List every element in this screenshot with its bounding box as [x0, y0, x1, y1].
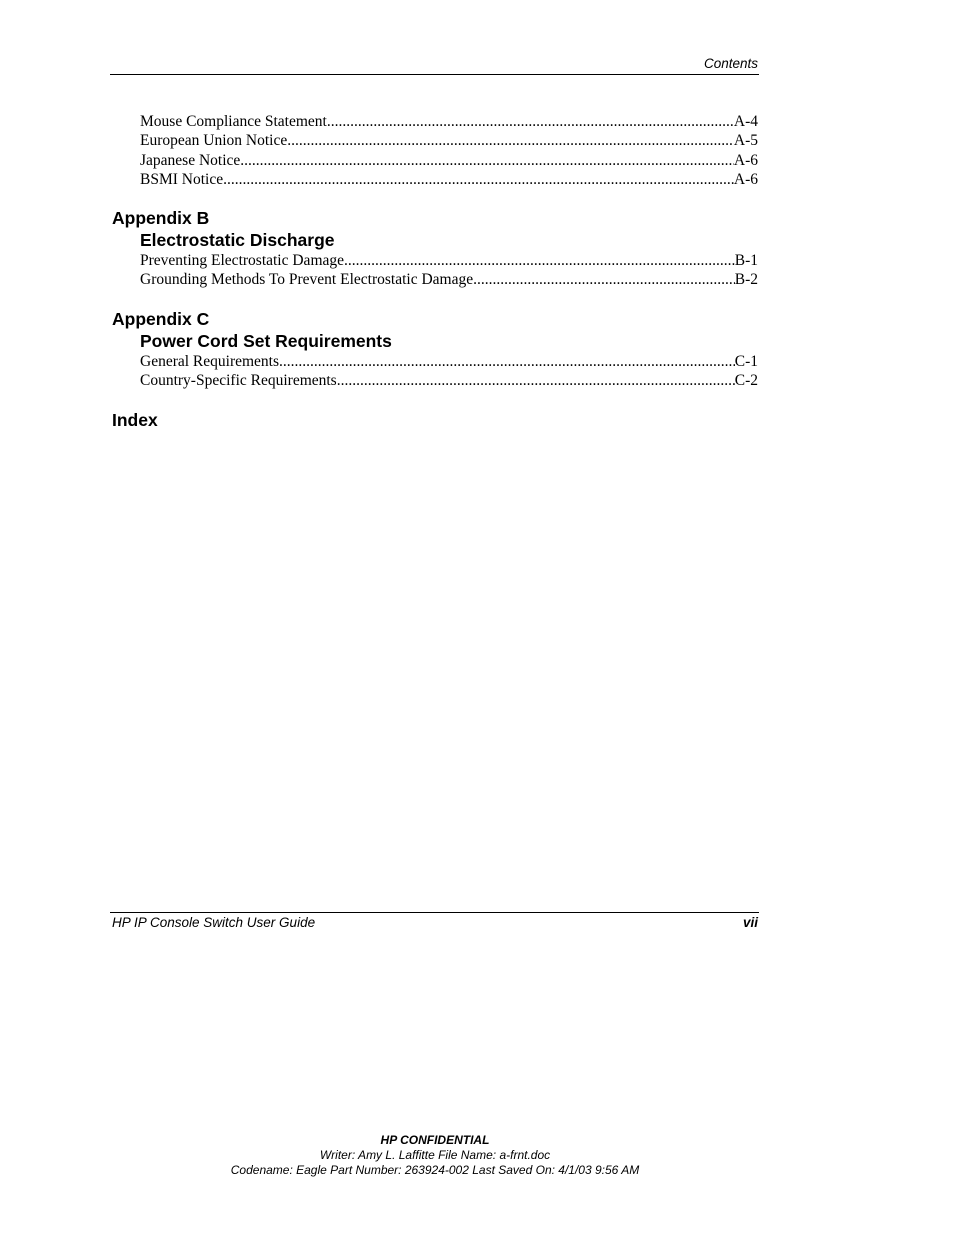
toc-entry-page: A-4 [733, 113, 758, 130]
toc-entry-title: Preventing Electrostatic Damage [140, 252, 345, 270]
confidential-block [0, 1133, 870, 1178]
toc-entry-title: European Union Notice [140, 132, 288, 150]
toc-entry-page: A-5 [733, 132, 758, 150]
confidential-writer: Writer: Amy L. Laffitte File Name: a-frnt.doc [319, 1148, 551, 1162]
toc-entry-title: General Requirements [140, 352, 280, 370]
toc-entry-title: Mouse Compliance Statement [140, 113, 327, 130]
toc-entry-page: B-1 [734, 252, 758, 270]
table-of-contents [112, 112, 758, 431]
appendix-b-title[interactable]: Electrostatic Discharge [140, 230, 335, 251]
toc-entry-title: Japanese Notice [140, 151, 241, 169]
confidential-title: HP CONFIDENTIAL [380, 1133, 490, 1147]
spacer [112, 189, 758, 207]
toc-entry-japanese-notice[interactable] [140, 151, 758, 170]
footer-rule [110, 912, 759, 913]
confidential-codename: Codename: Eagle Part Number: 263924-002 Last Saved On: 4/1/03 9:56 AM [230, 1163, 640, 1177]
spacer [112, 290, 758, 308]
dot-leader [223, 170, 734, 189]
toc-entry-mouse-compliance[interactable] [140, 112, 758, 131]
toc-entry-country-specific[interactable] [140, 371, 758, 390]
dot-leader [337, 371, 735, 390]
dot-leader [344, 251, 735, 270]
appendix-c-label[interactable]: Appendix C [112, 308, 210, 329]
running-header: Contents [703, 56, 758, 71]
spacer [112, 390, 758, 409]
footer-guide-title: HP IP Console Switch User Guide [112, 915, 316, 930]
appendix-c-title[interactable]: Power Cord Set Requirements [140, 330, 392, 351]
dot-leader [473, 270, 735, 289]
appendix-b-label[interactable]: Appendix B [112, 208, 210, 229]
index-label[interactable]: Index [112, 410, 158, 431]
toc-entry-title: Grounding Methods To Prevent Electrostatic Damage [140, 271, 474, 289]
toc-entry-page: A-6 [733, 170, 758, 188]
toc-entry-european-union[interactable] [140, 131, 758, 150]
toc-entry-title: BSMI Notice [140, 170, 224, 188]
toc-entry-page: C-1 [734, 352, 758, 370]
header-rule [110, 74, 759, 75]
footer-page-number: vii [742, 915, 758, 930]
dot-leader [327, 112, 734, 131]
toc-entry-title: Country-Specific Requirements [140, 372, 337, 390]
toc-entry-bsmi-notice[interactable] [140, 170, 758, 189]
toc-entry-page: B-2 [734, 271, 758, 289]
dot-leader [240, 151, 734, 170]
dot-leader [279, 352, 735, 371]
dot-leader [287, 131, 734, 150]
toc-entry-preventing-esd[interactable] [140, 251, 758, 270]
toc-entry-page: A-6 [733, 151, 758, 169]
toc-entry-grounding-methods[interactable] [140, 270, 758, 289]
toc-entry-page: C-2 [734, 372, 758, 390]
toc-entry-general-requirements[interactable] [140, 352, 758, 371]
